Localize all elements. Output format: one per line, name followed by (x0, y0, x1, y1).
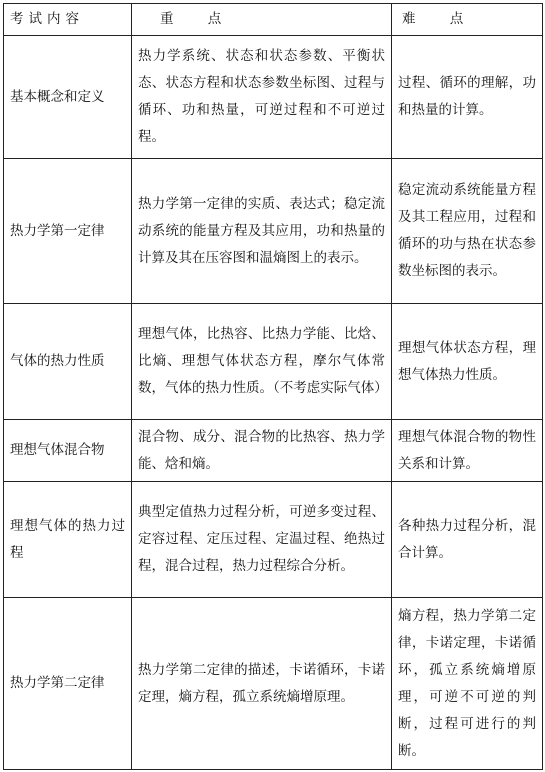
focus-cell: 热力学第二定律的描述，卡诺循环，卡诺定理，熵方程，孤立系统熵增原理。 (132, 598, 392, 770)
table-row (4, 36, 543, 159)
table-row (4, 420, 543, 482)
syllabus-table (3, 3, 543, 770)
focus-cell: 典型定值热力过程分析，可逆多变过程、定容过程、定压过程、定温过程、绝热过程，混合过程，热力过程综合分析。 (132, 482, 392, 598)
table-row (4, 159, 543, 304)
topic-cell: 热力学第一定律 (4, 159, 132, 304)
difficulty-cell: 稳定流动系统能量方程及其工程应用，过程和循环的功与热在状态参数坐标图的表示。 (392, 159, 543, 304)
topic-cell: 气体的热力性质 (4, 304, 132, 420)
difficulty-cell: 熵方程，热力学第二定律，卡诺定理，卡诺循环，孤立系统熵增原理，可逆不可逆的判断，过程可进行的判断。 (392, 598, 543, 770)
topic-cell: 基本概念和定义 (4, 36, 132, 159)
focus-cell: 理想气体，比热容、比热力学能、比焓、比熵、理想气体状态方程，摩尔气体常数，气体的热力性质。（不考虑实际气体） (132, 304, 392, 420)
header-key-points: 重 点 (132, 4, 392, 36)
table-row (4, 304, 543, 420)
header-difficulties: 难 点 (392, 4, 543, 36)
focus-cell: 混合物、成分、混合物的比热容、热力学能、焓和熵。 (132, 420, 392, 482)
focus-cell: 热力学第一定律的实质、表达式；稳定流动系统的能量方程及其应用，功和热量的计算及其在压容图和温熵图上的表示。 (132, 159, 392, 304)
difficulty-cell: 理想气体状态方程，理想气体热力性质。 (392, 304, 543, 420)
difficulty-cell: 各种热力过程分析，混合计算。 (392, 482, 543, 598)
topic-cell: 理想气体混合物 (4, 420, 132, 482)
topic-cell: 热力学第二定律 (4, 598, 132, 770)
header-row (4, 4, 543, 36)
topic-cell: 理想气体的热力过程 (4, 482, 132, 598)
focus-cell: 热力学系统、状态和状态参数、平衡状态、状态方程和状态参数坐标图、过程与循环、功和热量，可逆过程和不可逆过程。 (132, 36, 392, 159)
header-exam-content: 考试内容 (4, 4, 132, 36)
difficulty-cell: 理想气体混合物的物性关系和计算。 (392, 420, 543, 482)
table-row (4, 482, 543, 598)
difficulty-cell: 过程、循环的理解，功和热量的计算。 (392, 36, 543, 159)
table-row (4, 598, 543, 770)
